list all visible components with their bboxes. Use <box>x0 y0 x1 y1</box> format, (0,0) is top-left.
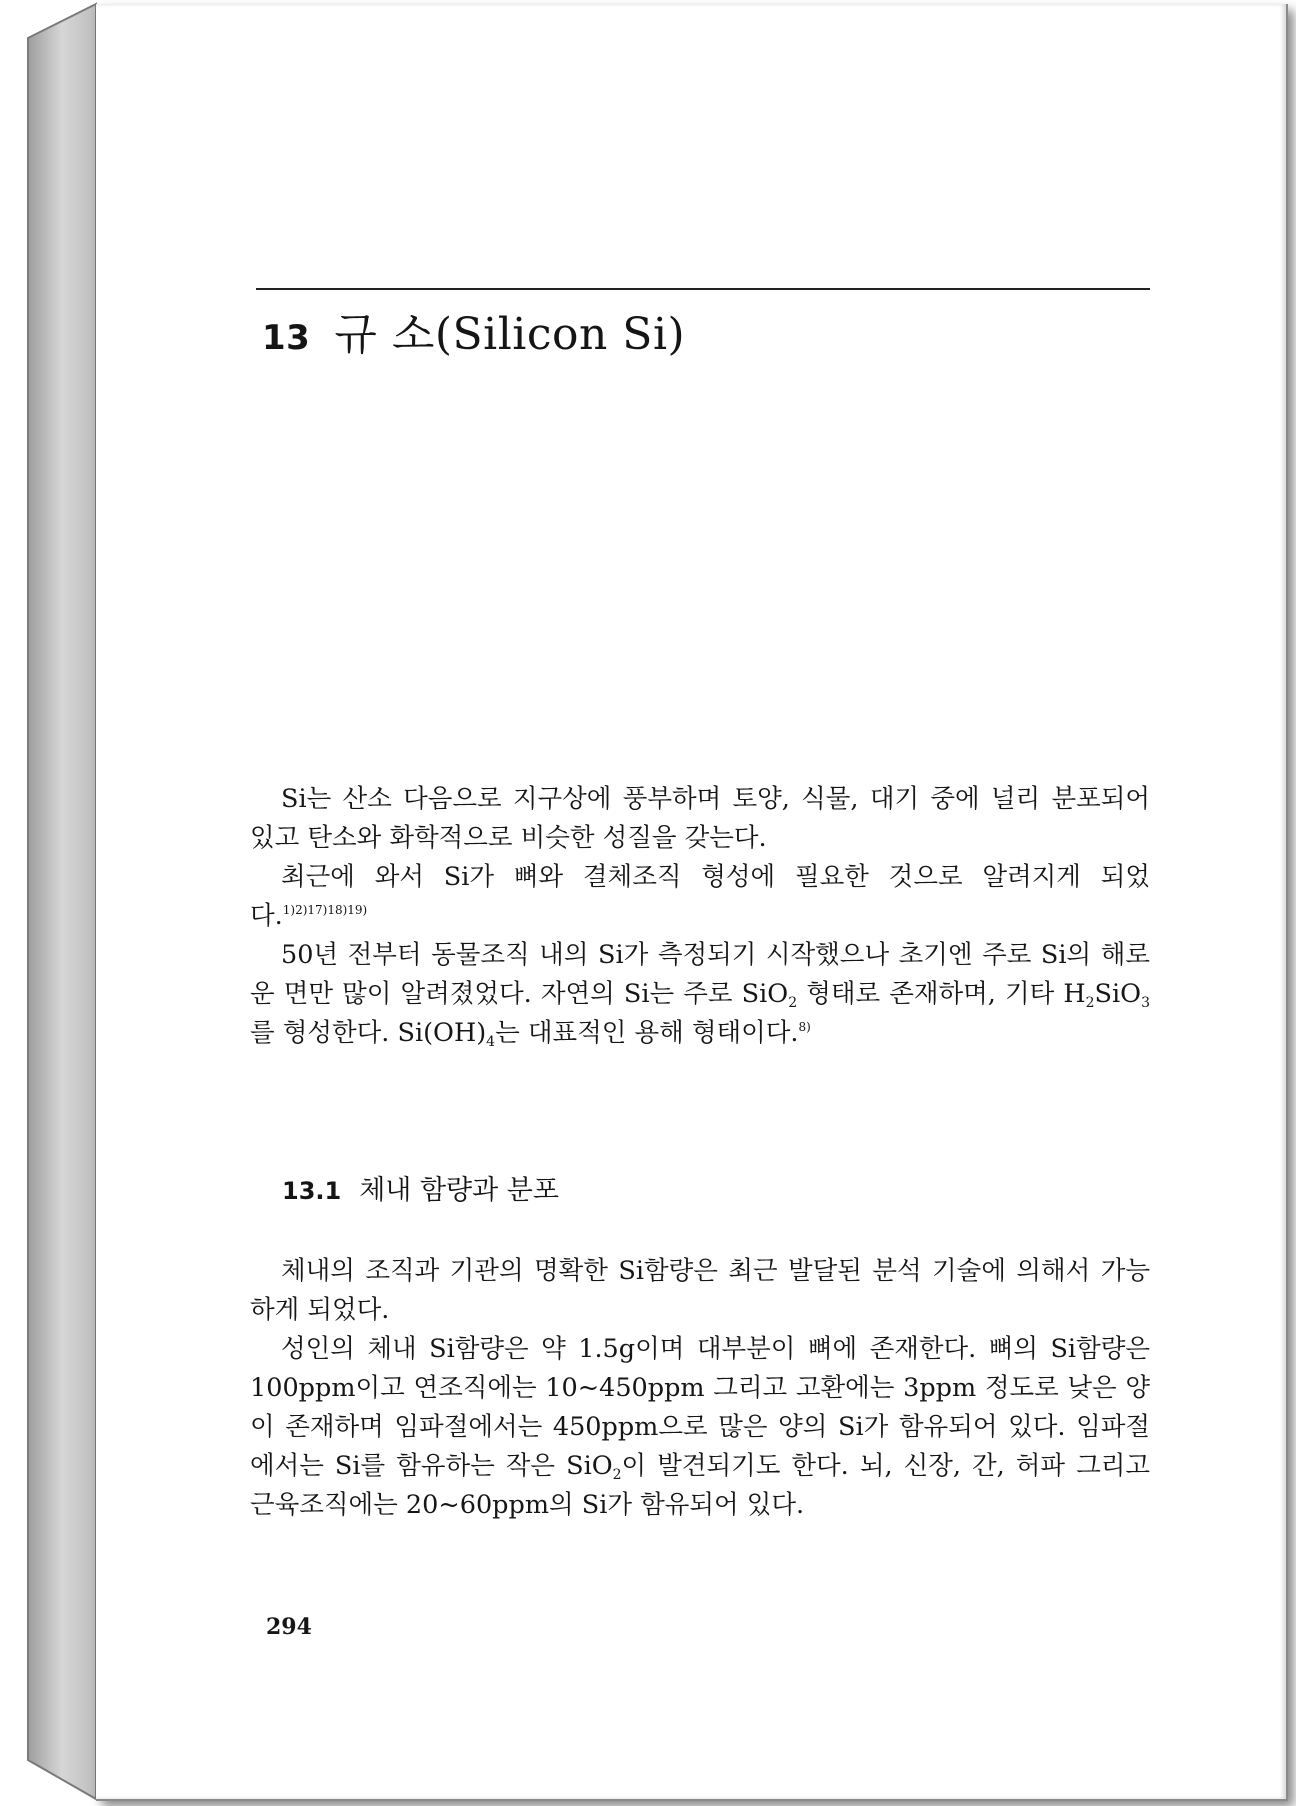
section-title: 체내 함량과 분포 <box>359 1175 559 1206</box>
page-number: 294 <box>266 1614 312 1640</box>
section-heading <box>282 1168 559 1207</box>
body-paragraph-2-part: 성인의 체내 Si함량은 약 1.5g이며 대부분이 뼈에 존재한다. 뼈의 Si함량은 100ppm이고 연조직에는 10~450ppm 그리고 고환에는 3ppm 정도로 낮은 양이 존재하며 임파절에서는 450ppm으로 많은 양의 Si가 함유되어 있다. 임파절에서는 Si를 함유하는 작은 SiO <box>250 1334 1150 1481</box>
intro-paragraph-3-part: 형태로 존재하며, 기타 H <box>797 979 1086 1009</box>
chapter-title-text: 규 소(Silicon Si) <box>334 309 686 360</box>
intro-paragraph-3-part: SiO <box>1094 979 1142 1009</box>
body-paragraph-2 <box>250 1330 1150 1525</box>
intro-paragraph-2-text: 최근에 와서 Si가 뼈와 결체조직 형성에 필요한 것으로 알려지게 되었다. <box>250 862 1150 931</box>
intro-paragraph-3-part: 는 대표적인 용해 형태이다. <box>495 1018 799 1048</box>
chapter-rule <box>256 288 1150 290</box>
intro-paragraph-2 <box>250 858 1150 936</box>
subscript: 2 <box>612 1467 622 1483</box>
subscript: 2 <box>788 995 798 1011</box>
body-paragraph-1: 체내의 조직과 기관의 명확한 Si함량은 최근 발달된 분석 기술에 의해서 가능하게 되었다. <box>250 1256 1150 1325</box>
reference-superscript: 8) <box>798 1020 811 1034</box>
chapter-title <box>262 298 685 362</box>
intro-paragraph-1: Si는 산소 다음으로 지구상에 풍부하며 토양, 식물, 대기 중에 널리 분포되어 있고 탄소와 화학적으로 비슷한 성질을 갖는다. <box>250 784 1150 853</box>
reference-superscript: 1)2)17)18)19) <box>282 903 368 917</box>
subscript: 4 <box>486 1034 496 1050</box>
subscript: 2 <box>1085 995 1095 1011</box>
body-paragraph-2-part: 이 발견되기도 한다. 뇌, 신장, 간, 허파 그리고 근육조직에는 20~60ppm의 Si가 함유되어 있다. <box>250 1451 1150 1520</box>
intro-text <box>250 780 1150 1053</box>
intro-paragraph-3-part: 50년 전부터 동물조직 내의 Si가 측정되기 시작했으나 초기엔 주로 Si의 해로운 면만 많이 알려졌었다. 자연의 Si는 주로 SiO <box>250 940 1150 1009</box>
intro-paragraph-3 <box>250 936 1150 1053</box>
section-body-text <box>250 1252 1150 1525</box>
section-number: 13.1 <box>282 1177 342 1205</box>
chapter-number: 13 <box>262 318 311 358</box>
intro-paragraph-3-part: 를 형성한다. Si(OH) <box>250 1018 487 1048</box>
subscript: 3 <box>1141 995 1150 1011</box>
